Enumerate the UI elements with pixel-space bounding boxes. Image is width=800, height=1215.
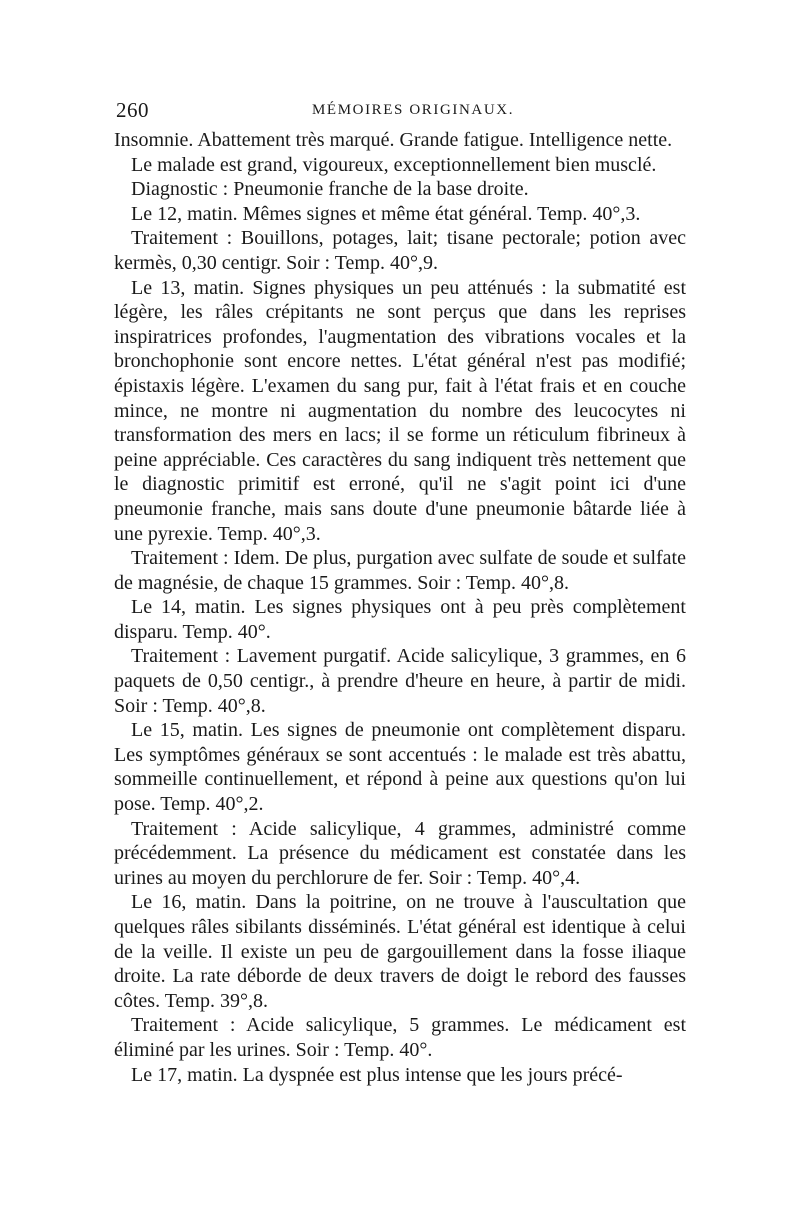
paragraph-malade-description: Le malade est grand, vigoureux, exceptionnellement bien musclé. <box>131 153 657 176</box>
paragraph-treatment-14: Traitement : Lavement purgatif. Acide salicylique, 3 grammes, en 6 paquets de 0,50 centigr., à prendre d'heure en heure, à partir de midi. Soir : Temp. 40°,8. <box>114 645 686 717</box>
page-number: 260 <box>116 98 149 122</box>
paragraph-day-12: Le 12, matin. Mêmes signes et même état général. Temp. 40°,3. <box>131 202 641 225</box>
paragraph-treatment-16: Traitement : Acide salicylique, 5 grammes. Le médicament est éliminé par les urines. Soir : Temp. 40°. <box>114 1014 686 1061</box>
paragraph-treatment-13: Traitement : Idem. De plus, purgation avec sulfate de soude et sulfate de magnésie, de chaque 15 grammes. Soir : Temp. 40°,8. <box>114 547 686 594</box>
body-text <box>114 128 686 1087</box>
paragraph-day-15: Le 15, matin. Les signes de pneumonie ont complètement disparu. Les symptômes généraux se sont accentués : le malade est très abattu, sommeille continuellement, et répond à peine aux questions qu'on lui pose. Temp. 40°,2. <box>114 719 686 816</box>
running-head: MÉMOIRES ORIGINAUX. <box>312 102 515 118</box>
page-header <box>116 98 682 124</box>
paragraph-diagnostic: Diagnostic : Pneumonie franche de la base droite. <box>131 178 529 201</box>
paragraph-treatment-12: Traitement : Bouillons, potages, lait; tisane pectorale; potion avec kermès, 0,30 centigr. Soir : Temp. 40°,9. <box>114 227 686 274</box>
paragraph-insomnie: Insomnie. Abattement très marqué. Grande fatigue. Intelligence nette. <box>114 129 673 151</box>
paragraph-day-16: Le 16, matin. Dans la poitrine, on ne trouve à l'auscultation que quelques râles sibilants disséminés. L'état général est identique à celui de la veille. Il existe un peu de gargouillement dans la fosse iliaque droite. La rate déborde de deux travers de doigt le rebord des fausses côtes. Temp. 39°,8. <box>114 891 686 1012</box>
paragraph-day-14: Le 14, matin. Les signes physiques ont à peu près complètement disparu. Temp. 40°. <box>114 596 686 643</box>
paragraph-treatment-15: Traitement : Acide salicylique, 4 grammes, administré comme précédemment. La présence du médicament est constatée dans les urines au moyen du perchlorure de fer. Soir : Temp. 40°,4. <box>114 817 686 889</box>
paragraph-day-17: Le 17, matin. La dyspnée est plus intense que les jours précé- <box>131 1063 623 1086</box>
paragraph-day-13: Le 13, matin. Signes physiques un peu atténués : la submatité est légère, les râles crépitants ne sont perçus que dans les reprises inspiratrices profondes, l'augmentation des vibrations vocales et la bronchophonie sont encore nettes. L'état général n'est pas modifié; épistaxis légère. L'examen du sang pur, fait à l'état frais et en couche mince, ne montre ni augmentation du nombre des leucocytes ni transformation des mers en lacs; il se forme un réticulum fibrineux à peine appréciable. Ces caractères du sang indiquent très nettement que le diagnostic primitif est erroné, qu'il ne s'agit point ici d'une pneumonie franche, mais sans doute d'une pneumonie bâtarde liée à une pyrexie. Temp. 40°,3. <box>114 276 686 545</box>
